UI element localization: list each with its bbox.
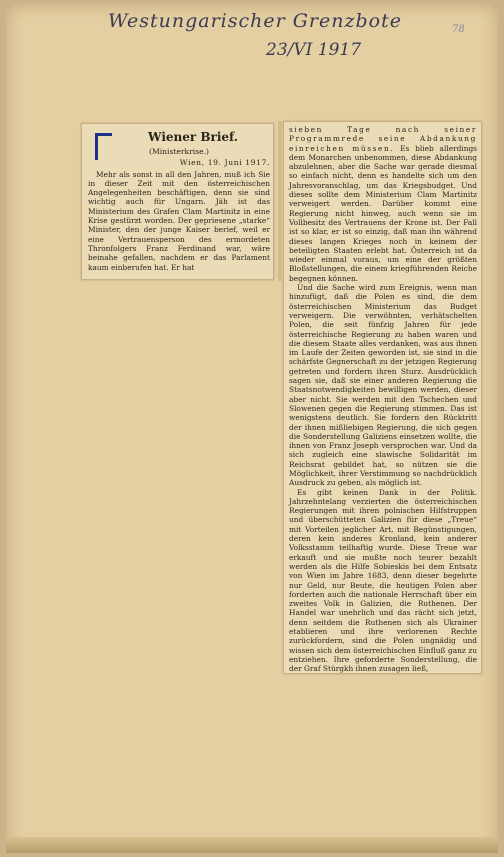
blue-pencil-mark [95, 133, 112, 160]
handwritten-date: 23/VI 1917 [266, 40, 362, 60]
handwritten-page-number: 78 [452, 24, 465, 35]
article-column1-text: Mehr als sonst in all den Jahren, muß ich Sie in dieser Zeit mit den österreichischen Angelegenheiten beschäftigen, denn sie sind wichtig auch für Ungarn. Jäh ist das Ministerium des Grafen Clam Martinitz in eine Krise gestürzt worden. Der gepriesene „starke“ Minister, den der junge Kaiser berief, weil er eine Vertrauensperson des ermordeten Thronfolgers Franz Ferdinand war, wäre beinahe gefallen, nachdem er das Parlament kaum einberufen hat. Er hat [88, 169, 270, 272]
article-lead-spaced: sieben Tage nach seiner Programmrede seine Abdankung einreichen müssen. [289, 125, 477, 153]
article-subhead: (Ministerkrise.) [149, 147, 209, 156]
clipping-right [283, 121, 482, 674]
article-headline: Wiener Brief. [148, 130, 238, 144]
article-dateline: Wien, 19. Juni 1917. [179, 158, 270, 168]
article-column2-p1: Es blieb allerdings dem Monarchen unbenommen, diese Abdankung abzulehnen, aber die Sache war gerade diesmal so einfach nicht, denn es handelte sich um den Jahresvoranschlag, um das Kriegsbudget. Und dieses sollte dem Ministerium Clam Martinitz verweigert werden. Darüber kommt eine Regierung nicht hinweg, auch wenn sie im Vollbesitz des Vertrauens der Krone ist. Der Fall ist so klar, er ist so einzig, daß man ihn während dieses langen Krieges noch in keinem der beteiligten Staaten erlebt hat. Österreich ist da wieder einmal voraus, um eine der größten Bloßstellungen, die einem kriegführenden Reiche begegnen können. [289, 143, 477, 283]
article-column2-p3: Es gibt keinen Dank in der Politik. Jahrzehntelang verzierten die österreichischen Regierungen mit ihren polnischen Hilfstruppen und überschütteten Galizien für diese „Treue“ mit Vorteilen jeglicher Art, mit Begünstigungen, deren kein anderes Kronland, kein anderer Volksstamm teilhaftig wurde. Diese Treue war erkauft und sie mußte noch teurer bezahlt werden als die Hilfe Sobieskis bei dem Entsatz von Wien im Jahre 1683, denn dieser begehrte nur Geld, nur Beute, die heutigen Polen aber forderten auch die nationale Herrschaft über ein zweites Volk in Galizien, die Ruthenen. Der Handel war unehrlich und das rächt sich jetzt, denn seitdem die Ruthenen sich als Ukrainer etablieren und ihre verlorenen Rechte zurückfordern, sind die Polen ungnädig und wissen sich dem österreichischen Einfluß ganz zu entziehen. Ihre geforderte Sonderstellung, die der Graf Stürgkh ihnen zusagen ließ, [289, 487, 477, 674]
sheet-bottom-edge [6, 837, 498, 853]
article-column2-lead [289, 125, 477, 283]
handwritten-source-title: Westungarischer Grenzbote [108, 10, 402, 32]
article-column2-p2: Und die Sache wird zum Ereignis, wenn man hinzufügt, daß die Polen es sind, die dem österreichischen Ministerium das Budget verweigern. Die verwöhnten, verhätschelten Polen, die seit fünfzig Jahren für jede österreichische Regierung zu haben waren und die diesem Staate alles verdanken, was aus ihnen im Laufe der Zeiten geworden ist, sie sind in die schärfste Gegnerschaft zu der jetzigen Regierung getreten und fordern ihren Sturz. Ausdrücklich sagen sie, daß sie einer anderen Regierung die Staatsnotwendigkeiten bewilligen werden, dieser aber nicht. Sie werden mit den Tschechen und Slowenen gegen die Regierung stimmen. Das ist wenigstens deutlich. Sie fordern den Rücktritt der ihnen mißliebigen Regierung, die sich gegen die Sonderstellung Galiziens einsetzen wollte, die ihnen von Franz Joseph versprochen war. Und da sich zugleich eine slawische Solidarität im Reichsrat gebildet hat, so nützen sie die Möglichkeit, ihrer Verstimmung so nachdrücklich Ausdruck zu geben, als möglich ist. [289, 283, 477, 488]
paste-strip [278, 121, 282, 281]
